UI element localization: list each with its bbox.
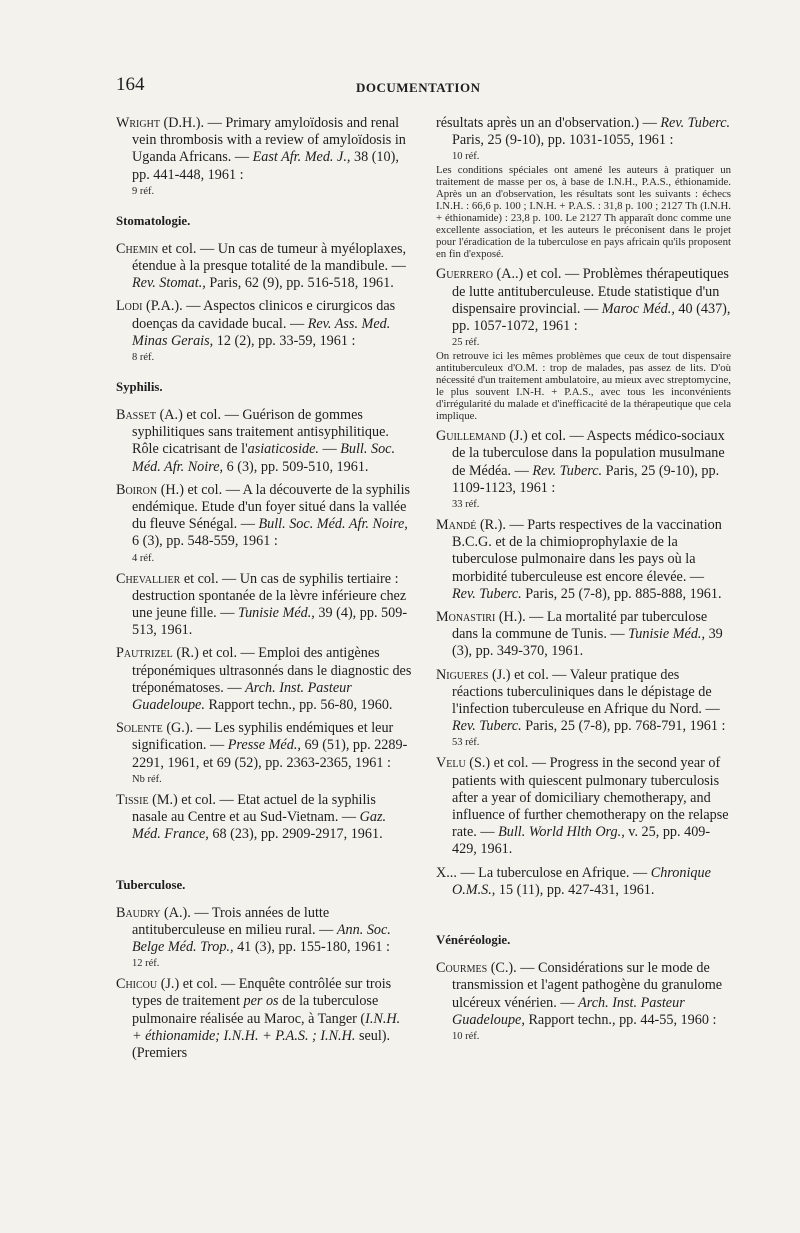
abstract-note: Les conditions spéciales ont amené les auteurs à pratiquer un traitement de masse per os, à base de I.N.H., P.A.S., éthionamide. Après un an d'observation, les résultats sont les suivants : échecs I.N.H. : 66,6 p. 100 ; I.N.H. + P.A.S. : 31,8 p. 100 ; 2127 Th (I.N.H. + éthionamide) : 23,8 p. 100. Le 2127 Th apparaît donc comme une excellente association, et les auteurs le préconisent dans le projet pour l'éradication de la tuberculose en pays africain qu'ils proposent en fin d'exposé. <box>436 164 731 261</box>
journal: Bull. Soc. Méd. Afr. Noire, <box>132 441 396 475</box>
author: Chevallier <box>116 570 181 587</box>
journal: Bull. World Hlth Org., <box>498 824 625 841</box>
author: Wright <box>116 115 160 131</box>
entry-pautrizel: Pautrizel (R.) et col. — Emploi des antigènes tréponémiques ultrasonnés dans le diagnostic des tréponématoses. — Arch. Inst. Pasteur Guadeloupe. Rapport techn., pp. 56-80, 1960. <box>116 645 412 714</box>
entry-monastiri: Monastiri (H.). — La mortalité par tuberculose dans la commune de Tunis. — Tunisie Méd., 39 (3), pp. 349-370, 1961. <box>436 609 723 660</box>
page-number: 164 <box>116 74 145 95</box>
left-column <box>116 115 412 1068</box>
entry-solente: Solente (G.). — Les syphilis endémiques et leur signification. — Presse Méd., 69 (51), pp. 2289-2291, 1961, et 69 (52), pp. 2363-2365, 1961 : Nb réf. <box>116 720 412 786</box>
author: Lodi <box>116 298 143 315</box>
author: Boiron <box>116 481 158 498</box>
journal: Maroc Méd., <box>601 300 675 317</box>
reference-count: 8 réf. <box>132 352 155 364</box>
entry-chemin: Chemin et col. — Un cas de tumeur à myéloplaxes, étendue à la presque totalité de la mandibule. — Rev. Stomat., Paris, 62 (9), pp. 516-518, 1961. <box>116 240 407 292</box>
entry-chicou-continued: résultats après un an d'observation.) — Rev. Tuberc. Paris, 25 (9-10), pp. 1031-1055, 1961 : 10 réf. Les conditions spéciales ont amené les auteurs à pratiquer un traitement de masse per os, à base de I.N.H., P.A.S., éthionamide. Après un an d'observation, les résultats sont les suivants : échecs I.N.H. : 66,6 p. 100 ; I.N.H. + P.A.S. : 31,8 p. 100 ; 2127 Th (I.N.H. + éthionamide) : 23,8 p. 100. Le 2127 Th apparaît donc comme une excellente association, et les auteurs le préconisent dans le projet pour l'éradication de la tuberculose en pays africain qu'ils proposent en fin d'exposé. <box>436 115 731 261</box>
entry-boiron: Boiron (H.) et col. — A la découverte de la syphilis endémique. Etude d'un foyer situé dans la vallée du fleuve Sénégal. — Bull. Soc. Méd. Afr. Noire, 6 (3), pp. 548-559, 1961 : 4 réf. <box>116 481 411 564</box>
journal: Bull. Soc. Méd. Afr. Noire, <box>258 516 408 533</box>
reference-count: 53 réf. <box>452 737 480 749</box>
journal: Chronique O.M.S., <box>452 864 711 898</box>
journal: Arch. Inst. Pasteur Guadeloupe. <box>132 679 352 714</box>
author: Velu <box>436 755 466 772</box>
journal: Rev. Tuberc. <box>532 462 603 479</box>
entry-x: X... — La tuberculose en Afrique. — Chronique O.M.S., 15 (11), pp. 427-431, 1961. <box>436 864 711 898</box>
section-heading-venereologie: Vénéréologie. <box>436 933 511 948</box>
author: Tissie <box>116 791 149 808</box>
journal: Rev. Ass. Med. Minas Gerais, <box>132 315 391 349</box>
author: Guillemand <box>436 428 506 445</box>
author: Pautrizel <box>116 645 173 662</box>
journal: Tunisie Méd., <box>628 626 706 643</box>
journal: Arch. Inst. Pasteur Guadeloupe, <box>452 994 685 1028</box>
entry-basset: Basset (A.) et col. — Guérison de gommes syphilitiques sans traitement antisyphilitique. Rôle cicatrisant de l'asiaticoside. — Bull. Soc. Méd. Afr. Noire, 6 (3), pp. 509-510, 1961. <box>116 407 396 475</box>
entry-wright: Wright (D.H.). — Primary amyloïdosis and renal vein thrombosis with a review of amyloïdosis in Uganda Africans. — East Afr. Med. J., 38 (10), pp. 441-448, 1961 : 9 réf. <box>116 115 412 198</box>
entry-mande: Mandé (R.). — Parts respectives de la vaccination B.C.G. et de la chimioprophylaxie de la tuberculose pulmonaire dans les pays où la morbidité tuberculeuse est encore élevée. — Rev. Tuberc. Paris, 25 (7-8), pp. 885-888, 1961. <box>436 517 722 602</box>
entry-velu: Velu (S.) et col. — Progress in the second year of patients with quiescent pulmonary tuberculosis after a year of domiciliary chemotherapy, and influence of further chemotherapy on the relapse rate. — Bull. World Hlth Org., v. 25, pp. 409-429, 1961. <box>436 755 729 858</box>
author: Baudry <box>116 904 161 921</box>
reference-count: 4 réf. <box>132 552 155 564</box>
abstract-note: On retrouve ici les mêmes problèmes que ceux de tout dispensaire antituberculeux d'O.M. : trop de malades, pas assez de lits. D'où nécessité d'un traitement ambulatoire, au mieux avec streptomycine, le plus souvent I.N-H. + P.A.S., avec tous les inconvénients d'irrégularité du malade et d'inefficacité de la thérapeutique que cela implique. <box>436 350 731 423</box>
author: Solente <box>116 720 163 737</box>
section-heading-syphilis: Syphilis. <box>116 380 163 395</box>
reference-count: 33 réf. <box>452 499 480 511</box>
author: Monastiri <box>436 609 496 626</box>
journal: Gaz. Méd. France, <box>132 809 387 843</box>
journal: Ann. Soc. Belge Méd. Trop., <box>132 921 391 955</box>
entry-lodi: Lodi (P.A.). — Aspectos clinicos e cirurgicos das doenças da cavidade bucal. — Rev. Ass. Med. Minas Gerais, 12 (2), pp. 33-59, 1961 : 8 réf. <box>116 298 412 364</box>
journal: Rev. Tuberc. <box>452 585 522 602</box>
entry-courmes: Courmes (C.). — Considérations sur le mode de transmission et l'agent pathogène du granulome ulcéreux vénérien. — Arch. Inst. Pasteur Guadeloupe, Rapport techn., pp. 44-55, 1960 : 10 réf. <box>436 960 731 1043</box>
author: Chemin <box>116 240 159 257</box>
journal: Presse Méd., <box>227 737 301 754</box>
author: Nigueres <box>436 666 489 683</box>
journal: Rev. Tuberc. <box>452 718 522 735</box>
section-heading-tuberculose: Tuberculose. <box>116 877 186 892</box>
journal: Rev. Tuberc. <box>660 115 731 131</box>
reference-count: Nb réf. <box>132 773 162 785</box>
reference-count: 12 réf. <box>132 958 160 970</box>
author: Courmes <box>436 960 488 977</box>
entry-chicou: Chicou (J.) et col. — Enquête contrôlée sur trois types de traitement per os de la tuberculose pulmonaire réalisée au Maroc, à Tanger (I.N.H. + éthionamide; I.N.H. + P.A.S. ; I.N.H. seul). (Premiers <box>116 976 401 1061</box>
author: Chicou <box>116 976 158 993</box>
reference-count: 25 réf. <box>452 337 480 349</box>
journal: East Afr. Med. J., <box>252 149 351 166</box>
right-column <box>436 115 731 1049</box>
entry-chevallier: Chevallier et col. — Un cas de syphilis tertiaire : destruction spontanée de la lèvre inférieure chez une jeune fille. — Tunisie Méd., 39 (4), pp. 509-513, 1961. <box>116 570 408 639</box>
running-head: DOCUMENTATION <box>356 80 481 95</box>
author: Mandé <box>436 517 477 534</box>
journal: Tunisie Méd., <box>237 605 315 622</box>
entry-tissie: Tissie (M.) et col. — Etat actuel de la syphilis nasale au Centre et au Sud-Vietnam. — Gaz. Méd. France, 68 (23), pp. 2909-2917, 1961. <box>116 791 387 843</box>
reference-count: 10 réf. <box>452 1030 480 1042</box>
reference-count: 9 réf. <box>132 185 155 197</box>
journal: Rev. Stomat., <box>132 275 206 292</box>
entry-guillemand: Guillemand (J.) et col. — Aspects médico-sociaux de la tuberculose dans la population musulmane de Médéa. — Rev. Tuberc. Paris, 25 (9-10), pp. 1109-1123, 1961 : 33 réf. <box>436 428 731 511</box>
reference-count: 10 réf. <box>452 151 480 163</box>
entry-nigueres: Nigueres (J.) et col. — Valeur pratique des réactions tuberculiniques dans le dépistage de l'infection tuberculeuse en Afrique du Nord. — Rev. Tuberc. Paris, 25 (7-8), pp. 768-791, 1961 : 53 réf. <box>436 667 731 750</box>
entry-guerrero: Guerrero (A..) et col. — Problèmes thérapeutiques de lutte antituberculeuse. Etude statistique d'un dispensaire provincial. — Maroc Méd., 40 (437), pp. 1057-1072, 1961 : 25 réf. On retrouve ici les mêmes problèmes que ceux de tout dispensaire antituberculeux d'O.M. : trop de malades, pas assez de lits. D'où nécessité d'un traitement ambulatoire, au mieux avec streptomycine, le plus souvent I.N-H. + P.A.S., avec tous les inconvénients d'irrégularité du malade et d'inefficacité de la thérapeutique que cela implique. <box>436 266 731 423</box>
section-heading-stomatologie: Stomatologie. <box>116 213 191 228</box>
entry-baudry: Baudry (A.). — Trois années de lutte antituberculeuse en milieu rural. — Ann. Soc. Belge Méd. Trop., 41 (3), pp. 155-180, 1961 : 12 réf. <box>116 905 412 971</box>
author: Guerrero <box>436 266 493 283</box>
page-header <box>116 74 730 100</box>
author: X... <box>436 864 457 881</box>
author: Basset <box>116 407 157 424</box>
